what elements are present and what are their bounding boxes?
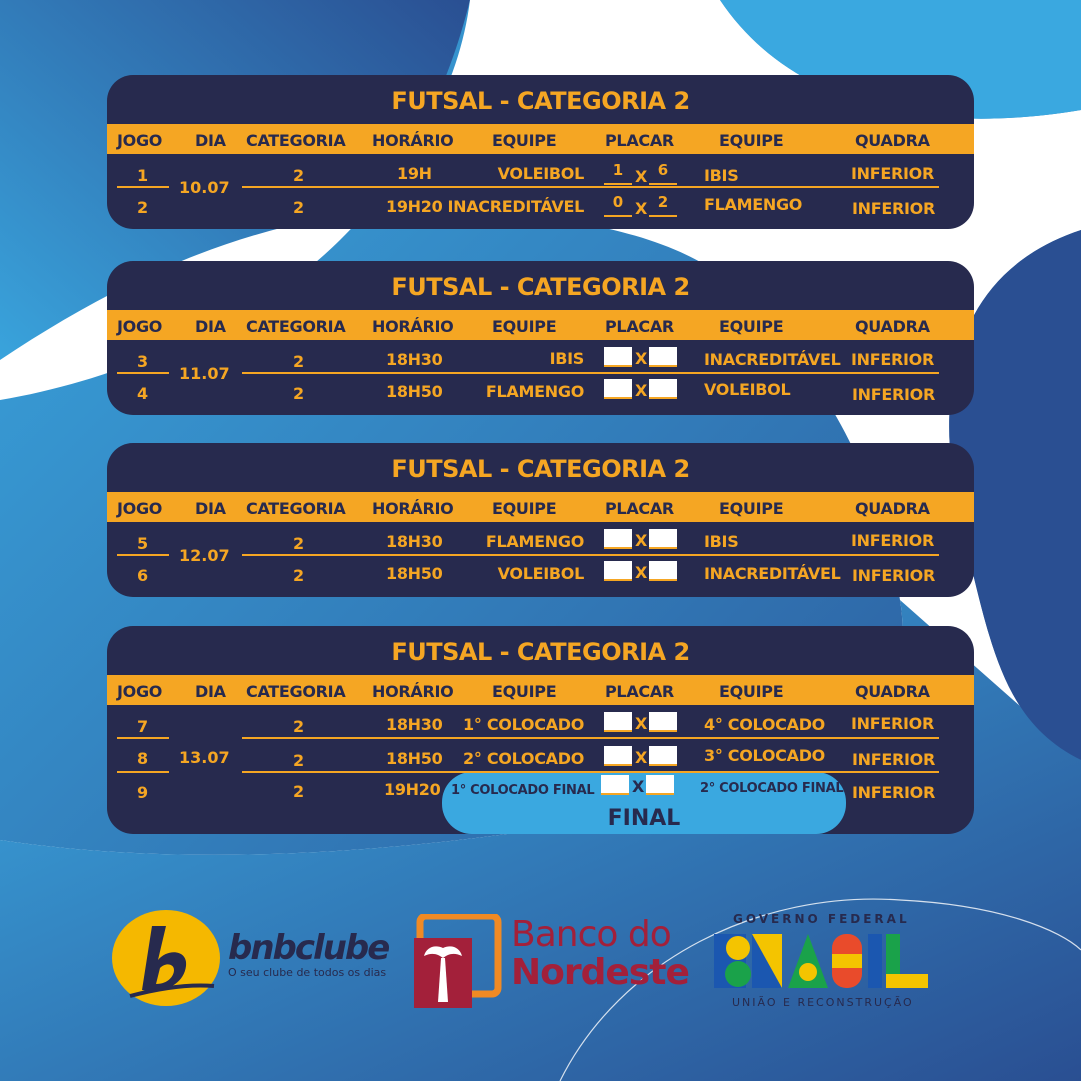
header-jogo: JOGO <box>117 131 163 150</box>
jogo-number: 3 <box>137 352 148 371</box>
header-categoria: CATEGORIA <box>246 499 346 518</box>
card-title: FUTSAL - CATEGORIA 2 <box>391 87 690 115</box>
score-a-box[interactable] <box>604 712 632 732</box>
table-header <box>107 124 974 154</box>
horario-value: 19H20 <box>384 780 441 799</box>
score-a: 1 <box>612 161 624 179</box>
banco-do-nordeste-logo-icon <box>414 914 502 1008</box>
row-divider <box>117 737 169 739</box>
team-b: 3° COLOCADO <box>704 746 825 765</box>
header-equipe-a: EQUIPE <box>492 499 557 518</box>
row-divider <box>242 554 939 556</box>
header-horario: HORÁRIO <box>372 682 454 701</box>
score-b-box[interactable] <box>649 529 677 549</box>
header-equipe-b: EQUIPE <box>719 499 784 518</box>
header-dia: DIA <box>195 499 226 518</box>
header-categoria: CATEGORIA <box>246 682 346 701</box>
score-x: X <box>635 199 648 218</box>
horario-value: 18H50 <box>386 749 443 768</box>
header-categoria: CATEGORIA <box>246 317 346 336</box>
schedule-card-3 <box>107 443 974 597</box>
table-header <box>107 310 974 340</box>
score-x: X <box>635 167 648 186</box>
row-divider <box>117 186 169 188</box>
categoria-value: 2 <box>293 717 304 736</box>
day-label: 11.07 <box>179 364 230 383</box>
team-b: IBIS <box>704 532 739 551</box>
score-b-box[interactable] <box>649 561 677 581</box>
header-dia: DIA <box>195 317 226 336</box>
gov-top-text: GOVERNO FEDERAL <box>733 912 910 926</box>
score-a: 0 <box>612 193 624 211</box>
score-b-box[interactable] <box>646 775 674 795</box>
jogo-number: 7 <box>137 717 148 736</box>
categoria-value: 2 <box>293 751 304 770</box>
score-x: X <box>632 777 645 796</box>
table-header <box>107 675 974 705</box>
jogo-number: 4 <box>137 384 148 403</box>
row-divider <box>117 372 169 374</box>
team-b: INACREDITÁVEL <box>704 564 841 583</box>
categoria-value: 2 <box>293 352 304 371</box>
team-b: FLAMENGO <box>704 195 803 214</box>
table-row <box>107 558 974 592</box>
header-placar: PLACAR <box>605 499 674 518</box>
quadra-value: INFERIOR <box>851 714 934 733</box>
jogo-number: 8 <box>137 749 148 768</box>
categoria-value: 2 <box>293 166 304 185</box>
quadra-value: INFERIOR <box>852 385 935 404</box>
row-divider <box>242 372 939 374</box>
score-a-box[interactable] <box>604 347 632 367</box>
score-x: X <box>635 349 648 368</box>
header-categoria: CATEGORIA <box>246 131 346 150</box>
horario-value: 19H20 <box>386 197 443 216</box>
horario-value: 19H <box>397 164 432 183</box>
header-quadra: QUADRA <box>855 131 930 150</box>
horario-value: 18H30 <box>386 532 443 551</box>
day-label: 13.07 <box>179 748 230 767</box>
header-jogo: JOGO <box>117 682 163 701</box>
categoria-value: 2 <box>293 384 304 403</box>
team-a: 1° COLOCADO <box>463 715 584 734</box>
card-title: FUTSAL - CATEGORIA 2 <box>391 273 690 301</box>
sponsor-logos <box>0 900 1081 1030</box>
categoria-value: 2 <box>293 782 304 801</box>
schedule-card-4 <box>107 626 974 834</box>
header-horario: HORÁRIO <box>372 131 454 150</box>
bnb-clube-name: bnbclube <box>228 928 389 968</box>
team-b: INACREDITÁVEL <box>704 350 841 369</box>
header-jogo: JOGO <box>117 317 163 336</box>
jogo-number: 5 <box>137 534 148 553</box>
quadra-value: INFERIOR <box>851 531 934 550</box>
team-b: IBIS <box>704 166 739 185</box>
score-a-box[interactable] <box>604 529 632 549</box>
quadra-value: INFERIOR <box>851 350 934 369</box>
header-placar: PLACAR <box>605 682 674 701</box>
quadra-value: INFERIOR <box>852 750 935 769</box>
jogo-number: 6 <box>137 566 148 585</box>
row-divider <box>242 737 939 739</box>
header-horario: HORÁRIO <box>372 317 454 336</box>
schedule-card-2 <box>107 261 974 415</box>
categoria-value: 2 <box>293 534 304 553</box>
header-equipe-a: EQUIPE <box>492 317 557 336</box>
horario-value: 18H30 <box>386 350 443 369</box>
team-a: IBIS <box>549 349 584 368</box>
table-row <box>107 376 974 410</box>
team-a: FLAMENGO <box>485 382 584 401</box>
header-quadra: QUADRA <box>855 682 930 701</box>
score-b-box[interactable] <box>649 746 677 766</box>
schedule-card-1 <box>107 75 974 229</box>
team-a: 2° COLOCADO <box>463 749 584 768</box>
jogo-number: 2 <box>137 198 148 217</box>
bnb-clube-logo-icon <box>110 908 222 1008</box>
team-a: INACREDITÁVEL <box>447 197 584 216</box>
header-horario: HORÁRIO <box>372 499 454 518</box>
header-equipe-b: EQUIPE <box>719 317 784 336</box>
header-equipe-a: EQUIPE <box>492 682 557 701</box>
brasil-wordmark-icon <box>714 934 928 988</box>
horario-value: 18H50 <box>386 564 443 583</box>
quadra-value: INFERIOR <box>851 164 934 183</box>
banco-line-1: Banco do <box>511 914 671 955</box>
card-title: FUTSAL - CATEGORIA 2 <box>391 638 690 666</box>
table-header <box>107 492 974 522</box>
row-divider <box>117 554 169 556</box>
header-equipe-a: EQUIPE <box>492 131 557 150</box>
header-jogo: JOGO <box>117 499 163 518</box>
quadra-value: INFERIOR <box>852 199 935 218</box>
categoria-value: 2 <box>293 566 304 585</box>
table-row <box>107 741 974 775</box>
header-placar: PLACAR <box>605 317 674 336</box>
day-label: 12.07 <box>179 546 230 565</box>
score-a-box[interactable] <box>601 775 629 795</box>
header-equipe-b: EQUIPE <box>719 682 784 701</box>
horario-value: 18H50 <box>386 382 443 401</box>
jogo-number: 1 <box>137 166 148 185</box>
table-row <box>107 190 974 224</box>
team-b: 4° COLOCADO <box>704 715 825 734</box>
score-b: 6 <box>657 161 669 179</box>
score-x: X <box>635 563 648 582</box>
jogo-number: 9 <box>137 783 148 802</box>
team-a: FLAMENGO <box>485 532 584 551</box>
row-divider <box>117 771 169 773</box>
score-b: 2 <box>657 193 669 211</box>
header-dia: DIA <box>195 682 226 701</box>
team-b: 2° COLOCADO FINAL <box>700 781 844 796</box>
team-a: 1° COLOCADO FINAL <box>451 783 595 798</box>
day-label: 10.07 <box>179 178 230 197</box>
score-a-box[interactable] <box>604 561 632 581</box>
table-row <box>107 774 974 808</box>
score-x: X <box>635 381 648 400</box>
score-b-box[interactable] <box>649 712 677 732</box>
score-x: X <box>635 531 648 550</box>
score-x: X <box>635 748 648 767</box>
score-a-box[interactable] <box>604 379 632 399</box>
gov-bottom-text: UNIÃO E RECONSTRUÇÃO <box>732 996 914 1009</box>
quadra-value: INFERIOR <box>852 566 935 585</box>
header-quadra: QUADRA <box>855 499 930 518</box>
score-b-box[interactable] <box>649 379 677 399</box>
header-equipe-b: EQUIPE <box>719 131 784 150</box>
score-b-box[interactable] <box>649 347 677 367</box>
quadra-value: INFERIOR <box>852 783 935 802</box>
categoria-value: 2 <box>293 198 304 217</box>
team-b: VOLEIBOL <box>704 380 791 399</box>
header-quadra: QUADRA <box>855 317 930 336</box>
bnb-clube-tagline: O seu clube de todos os dias <box>228 966 387 979</box>
team-a: VOLEIBOL <box>497 564 584 583</box>
row-divider <box>242 186 939 188</box>
header-placar: PLACAR <box>605 131 674 150</box>
banco-line-2: Nordeste <box>511 952 689 993</box>
header-dia: DIA <box>195 131 226 150</box>
score-a-box[interactable] <box>604 746 632 766</box>
card-title: FUTSAL - CATEGORIA 2 <box>391 455 690 483</box>
score-x: X <box>635 714 648 733</box>
team-a: VOLEIBOL <box>497 164 584 183</box>
final-label: FINAL <box>607 806 681 831</box>
horario-value: 18H30 <box>386 715 443 734</box>
row-divider <box>242 771 939 773</box>
